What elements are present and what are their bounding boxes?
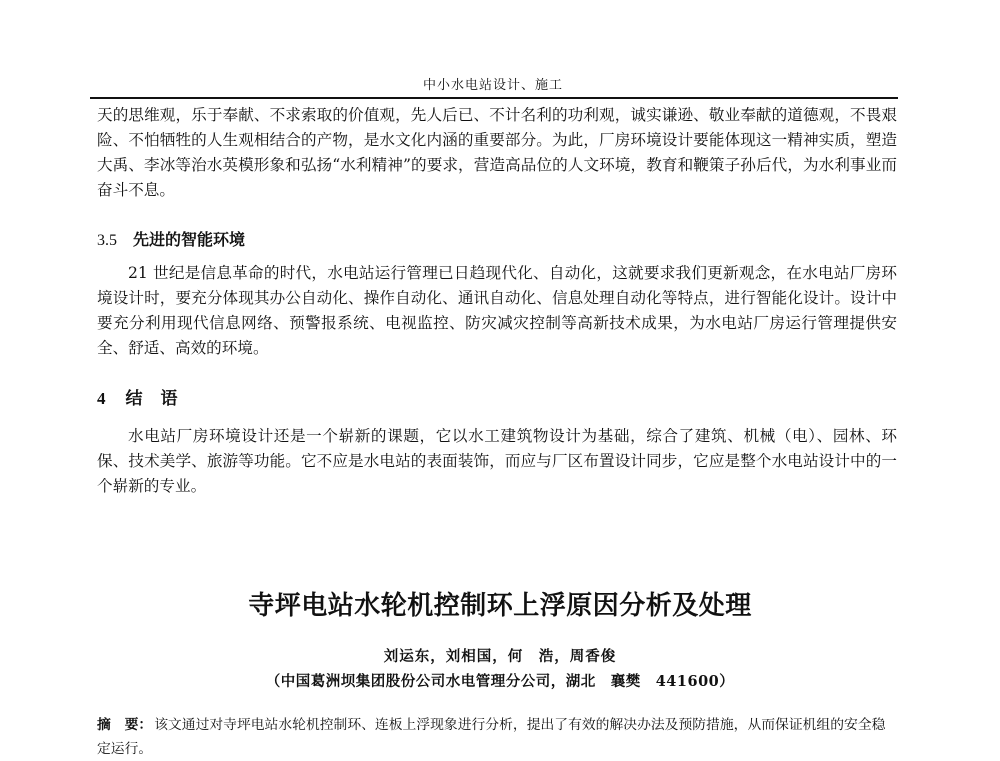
running-header: 中小水电站设计、施工: [422, 78, 563, 93]
abstract: [97, 713, 897, 761]
body-paragraph: 21 世纪是信息革命的时代，水电站运行管理已日趋现代化、自动化，这就要求我们更新观念，在水电站厂房环境设计时，要充分体现其办公自动化、操作自动化、通讯自动化、信息处理自动化等特点，进行智能化设计。设计中要充分利用现代信息网络、预警报系统、电视监控、防灾减灾控制等高新技术成果，为水电站厂房运行管理提供安全、舒适、高效的环境。: [97, 264, 897, 357]
section-number: 3.5: [97, 232, 117, 249]
section-heading-4: [97, 384, 196, 409]
article-authors: 刘运东，刘相国，何 浩，周香俊: [383, 648, 617, 665]
section-title: 结语: [125, 389, 196, 409]
body-paragraph: 水电站厂房环境设计还是一个崭新的课题，它以水工建筑物设计为基础，综合了建筑、机械（电）、园林、环保、技术美学、旅游等功能。它不应是水电站的表面装饰，而应与厂区布置设计同步，它应是整个水电站设计中的一个崭新的专业。: [97, 427, 897, 495]
article-title: 寺坪电站水轮机控制环上浮原因分析及处理: [248, 591, 752, 621]
abstract-text: 该文通过对寺坪电站水轮机控制环、连板上浮现象进行分析，提出了有效的解决办法及预防措施，从而保证机组的安全稳定运行。: [97, 717, 886, 757]
section-number: 4: [97, 389, 106, 408]
abstract-label: 摘 要：: [97, 717, 153, 733]
body-paragraph: 天的思维观，乐于奉献、不求索取的价值观，先人后已、不计名利的功利观，诚实谦逊、敬业奉献的道德观，不畏艰险、不怕牺牲的人生观相结合的产物，是水文化内涵的重要部分。为此，厂房环境设计要能体现这一精神实质，塑造大禹、李冰等治水英模形象和弘扬“水利精神”的要求，营造高品位的人文环境，教育和鞭策子孙后代，为水利事业而奋斗不息。: [97, 106, 897, 199]
section-heading-3-5: [97, 227, 245, 250]
section-title: 先进的智能环境: [133, 230, 246, 249]
article-affiliation: （中国葛洲坝集团股份公司水电管理分公司，湖北 襄樊 441600）: [265, 673, 735, 690]
header-rule: [90, 97, 898, 99]
